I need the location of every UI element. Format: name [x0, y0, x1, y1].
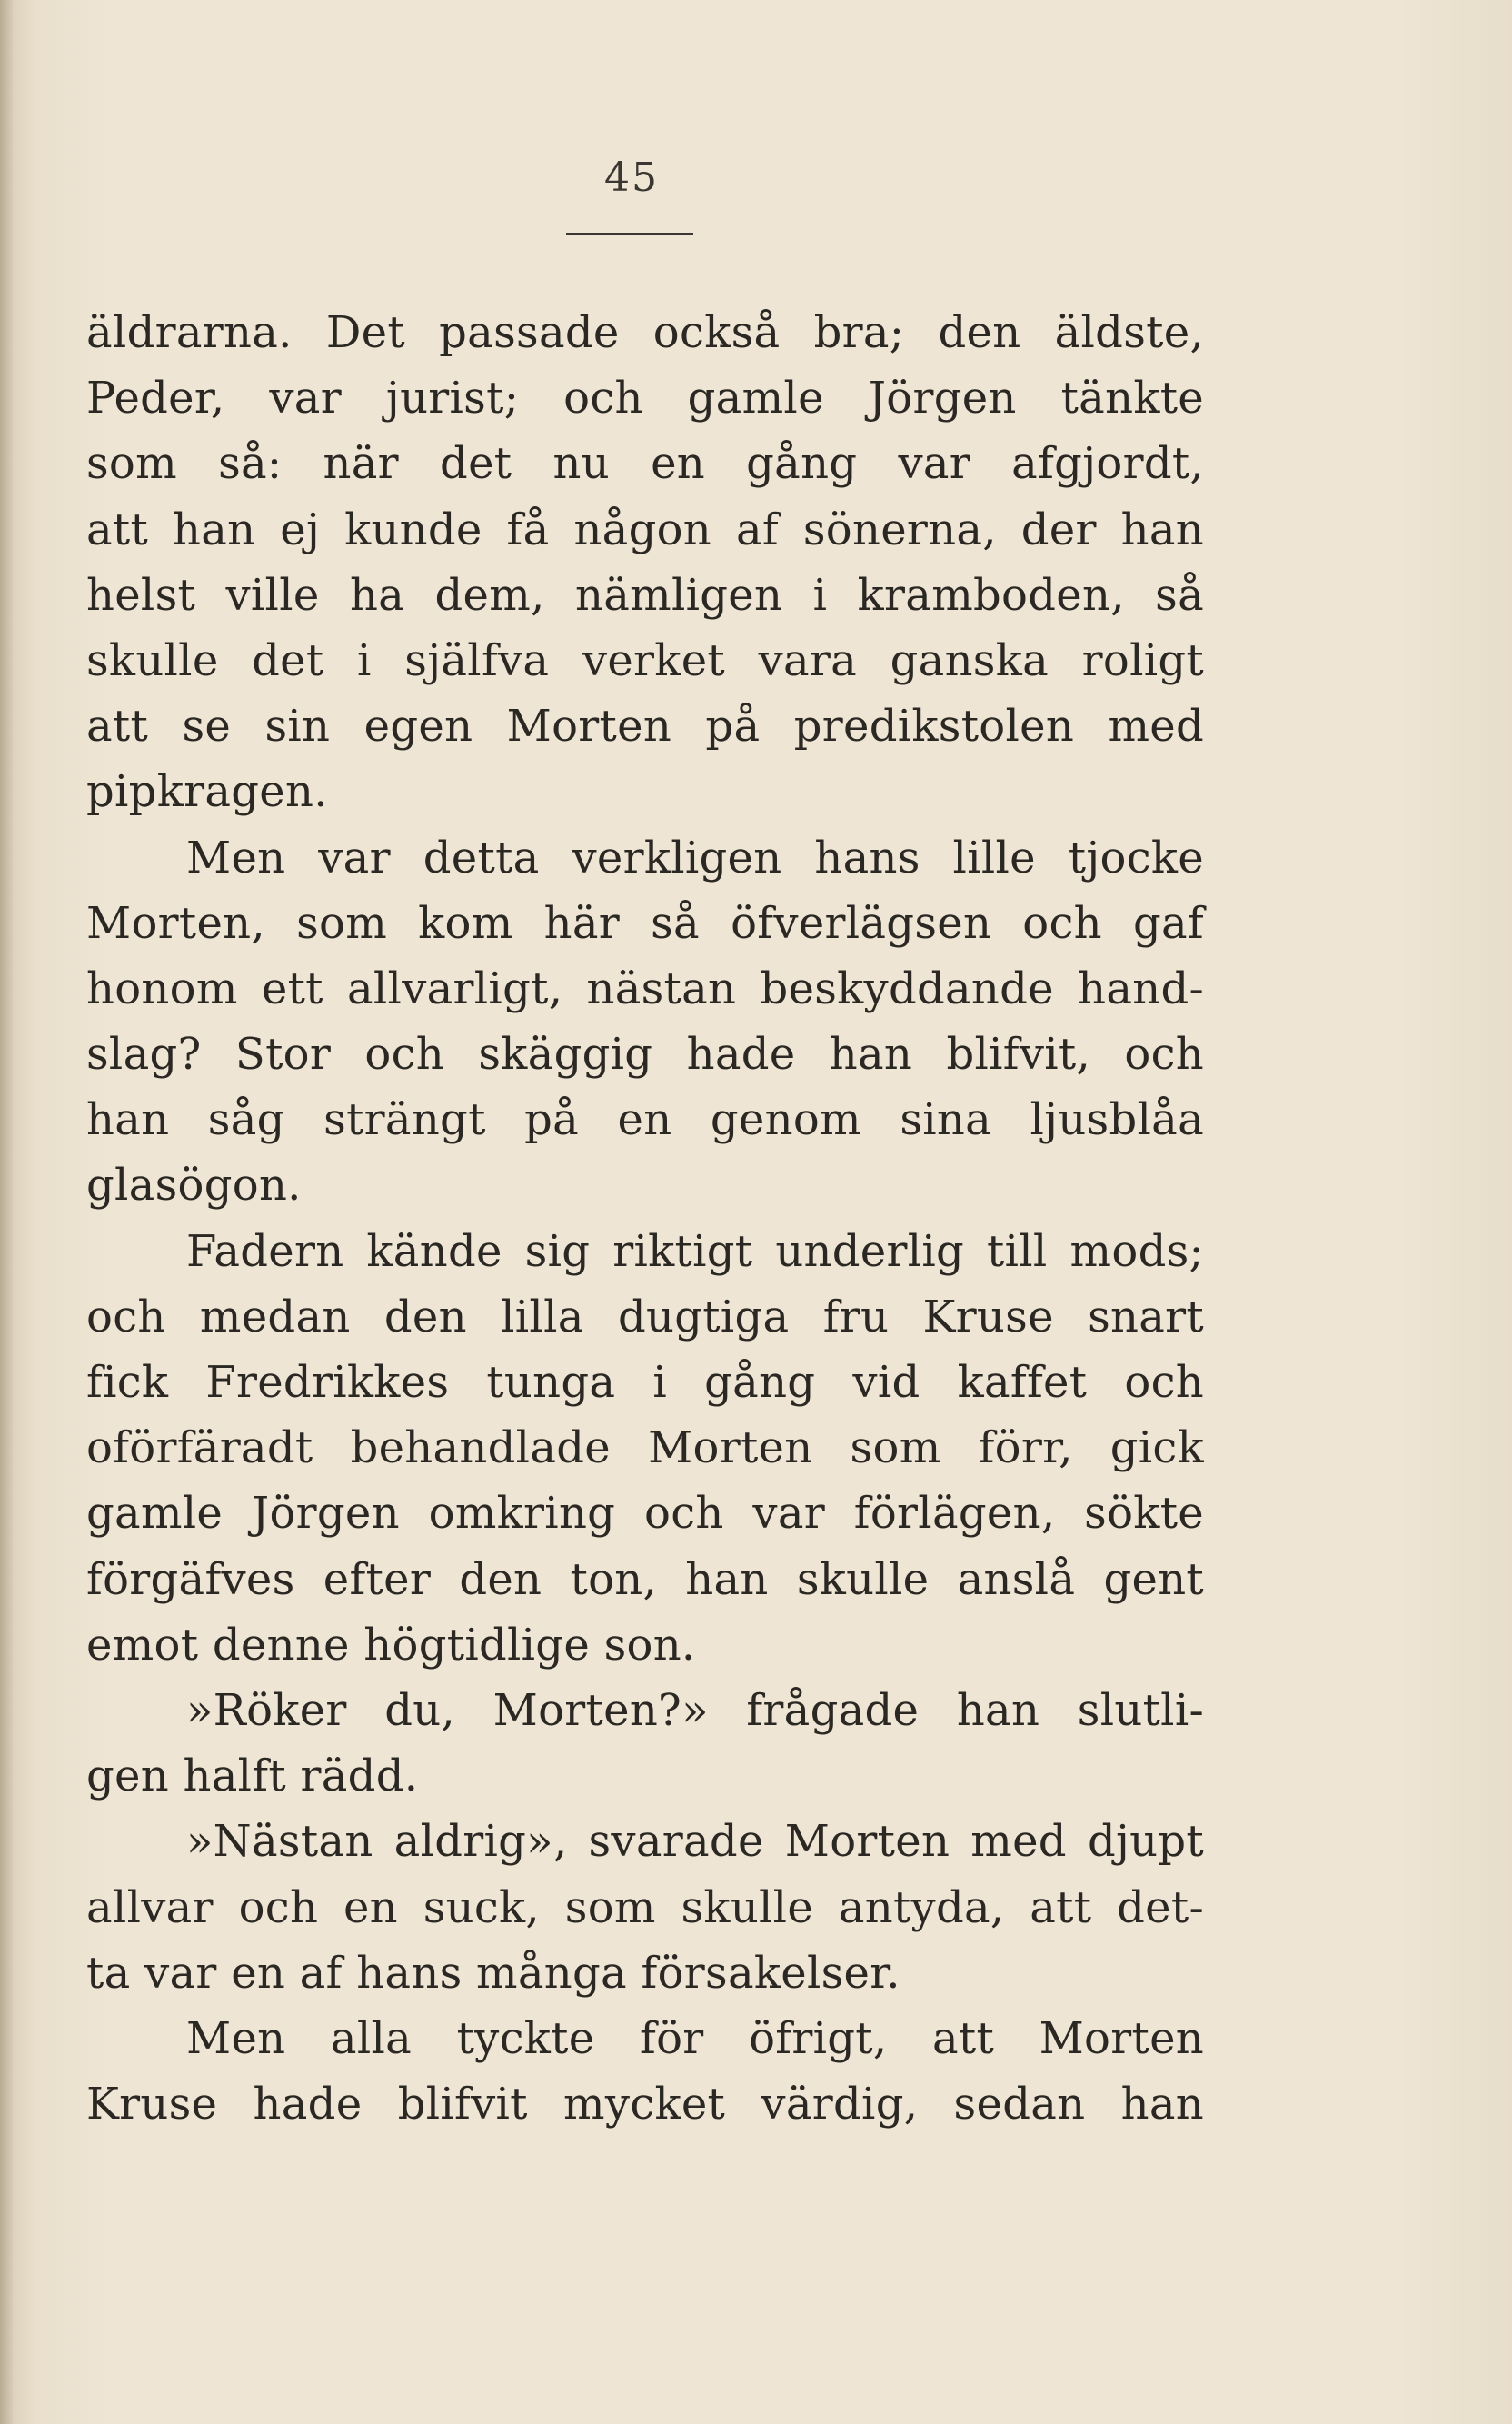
body-text: [86, 300, 1204, 2137]
text-line: äldrarna. Det passade också bra; den äldste,: [86, 307, 1204, 358]
text-line: oförfäradt behandlade Morten som förr, gick: [86, 1422, 1204, 1474]
text-line: Fadern kände sig riktigt underlig till mods;: [186, 1225, 1204, 1277]
text-line: »Röker du, Morten?» frågade han slutli-: [186, 1684, 1204, 1736]
text-line: Men alla tyckte för öfrigt, att Morten: [186, 2012, 1204, 2064]
text-line: Peder, var jurist; och gamle Jörgen tänkte: [86, 373, 1204, 424]
binding-edge: [0, 0, 13, 2424]
text-line: fick Fredrikkes tunga i gång vid kaffet och: [86, 1357, 1204, 1408]
text-line: »Nästan aldrig», svarade Morten med djupt: [186, 1816, 1204, 1868]
page-number: 45: [604, 155, 659, 201]
text-line: slag? Stor och skäggig hade han blifvit, och: [86, 1029, 1204, 1081]
text-line: skulle det i själfva verket vara ganska roligt: [86, 634, 1204, 686]
text-line: helst ville ha dem, nämligen i kramboden, så: [86, 569, 1204, 621]
header-rule: [566, 233, 693, 235]
text-line: gamle Jörgen omkring och var förlägen, sökte: [86, 1488, 1204, 1540]
text-line: pipkragen.: [86, 766, 328, 818]
text-line: att se sin egen Morten på predikstolen med: [86, 701, 1204, 753]
text-line: honom ett allvarligt, nästan beskyddande hand-: [86, 963, 1204, 1014]
text-line: förgäfves efter den ton, han skulle anslå gent: [86, 1553, 1204, 1605]
text-line: glasögon.: [86, 1160, 302, 1212]
text-line: ta var en af hans många försakelser.: [86, 1947, 900, 1999]
text-line: allvar och en suck, som skulle antyda, att det-: [86, 1881, 1204, 1933]
text-line: som så: när det nu en gång var afgjordt,: [86, 438, 1204, 490]
text-line: Men var detta verkligen hans lille tjocke: [186, 832, 1204, 883]
text-line: han såg strängt på en genom sina ljusblåa: [86, 1094, 1204, 1146]
text-line: att han ej kunde få någon af sönerna, der han: [86, 504, 1204, 555]
text-line: emot denne högtidlige son.: [86, 1619, 696, 1671]
text-line: Kruse hade blifvit mycket värdig, sedan han: [86, 2079, 1204, 2130]
text-line: Morten, som kom här så öfverlägsen och gaf: [86, 897, 1204, 949]
text-line: gen halft rädd.: [86, 1751, 419, 1802]
text-line: och medan den lilla dugtiga fru Kruse snart: [86, 1291, 1204, 1342]
